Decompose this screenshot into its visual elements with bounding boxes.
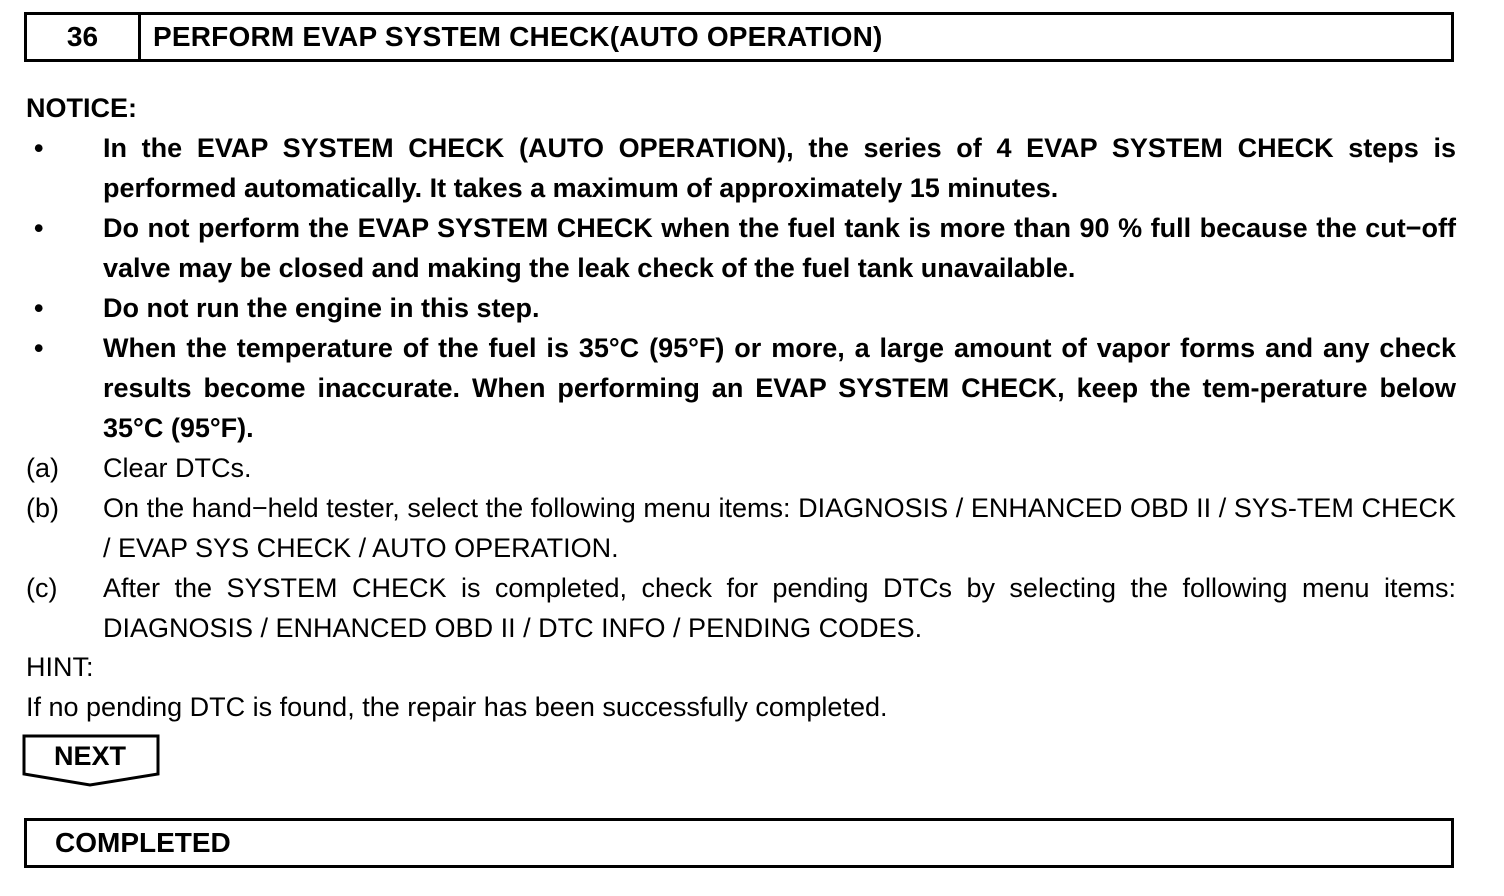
next-button-label: NEXT (53, 741, 126, 771)
notice-item (26, 208, 1456, 288)
step-number: 36 (27, 15, 141, 59)
hint-text: If no pending DTC is found, the repair has been successfully completed. (26, 692, 888, 722)
step-marker: (c) (26, 573, 58, 603)
procedure-step-text: Clear DTCs. (103, 453, 252, 483)
completed-box (24, 818, 1454, 868)
bullet-marker: • (34, 213, 44, 243)
notice-item (26, 128, 1456, 208)
procedure-step (26, 448, 1456, 488)
bullet-marker: • (34, 133, 44, 163)
bullet-marker: • (34, 333, 44, 363)
next-button[interactable] (22, 734, 162, 788)
bullet-marker: • (34, 293, 44, 323)
step-title: PERFORM EVAP SYSTEM CHECK(AUTO OPERATION) (153, 21, 883, 52)
notice-item (26, 328, 1456, 448)
step-marker: (a) (26, 453, 59, 483)
procedure-step (26, 488, 1456, 568)
hint-label: HINT: (26, 652, 94, 682)
step-marker: (b) (26, 493, 59, 523)
notice-label: NOTICE: (26, 93, 137, 123)
procedure-step-text: On the hand−held tester, select the following menu items: DIAGNOSIS / ENHANCED OBD II / SYS-TEM CHECK / EVAP SYS CHECK / AUTO OPERATION. (103, 493, 1456, 563)
procedure-step (26, 568, 1456, 648)
notice-item (26, 288, 1456, 328)
notice-item-text: In the EVAP SYSTEM CHECK (AUTO OPERATION), the series of 4 EVAP SYSTEM CHECK steps is performed automatically. It takes a maximum of approximately 15 minutes. (103, 133, 1456, 203)
procedure-step-text: After the SYSTEM CHECK is completed, check for pending DTCs by selecting the following menu items: DIAGNOSIS / ENHANCED OBD II / DTC INFO / PENDING CODES. (103, 573, 1456, 643)
completed-label: COMPLETED (55, 827, 231, 858)
notice-item-text: When the temperature of the fuel is 35°C (95°F) or more, a large amount of vapor forms and any check results become inaccurate. When performing an EVAP SYSTEM CHECK, keep the tem-perature below 35°C (95°F). (103, 333, 1456, 443)
notice-item-text: Do not run the engine in this step. (103, 293, 540, 323)
notice-item-text: Do not perform the EVAP SYSTEM CHECK when the fuel tank is more than 90 % full because the cut−off valve may be closed and making the leak check of the fuel tank unavailable. (103, 213, 1456, 283)
step-header-box (24, 12, 1454, 62)
